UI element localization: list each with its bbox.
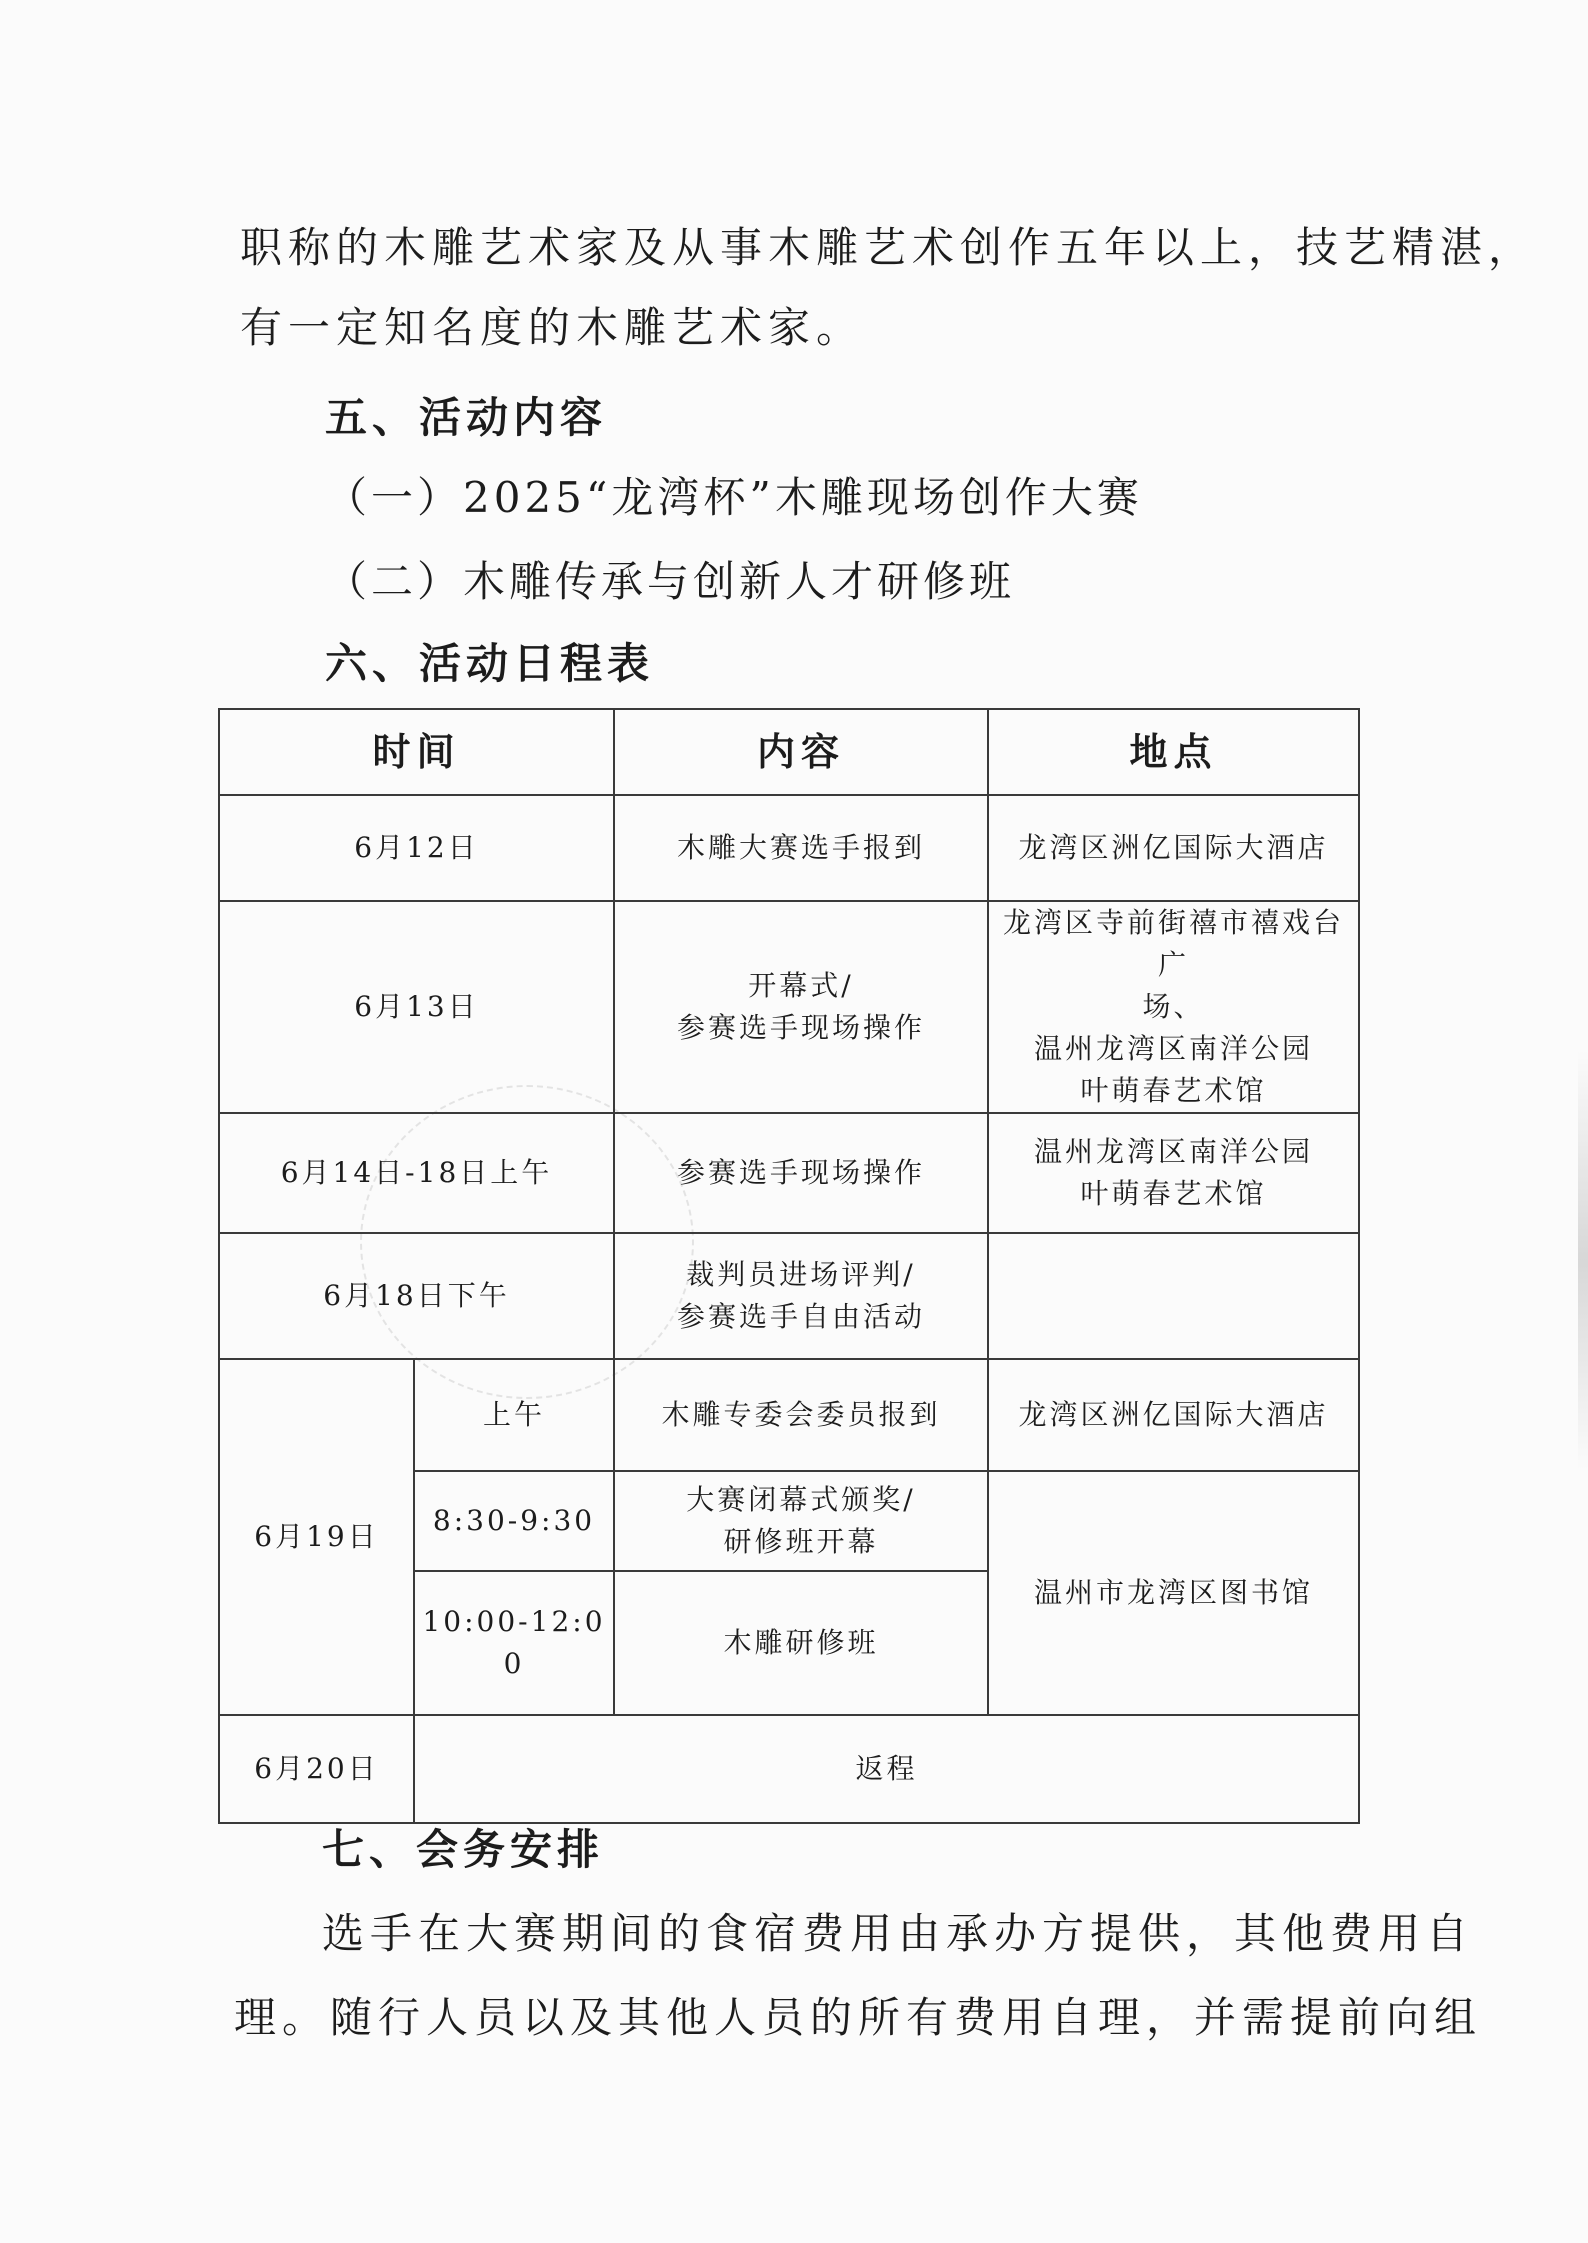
slot-location: 龙湾区洲亿国际大酒店 xyxy=(988,1359,1359,1471)
section-7-line-1: 选手在大赛期间的食宿费用由承办方提供，其他费用自 xyxy=(322,1909,1475,1958)
section-6-heading: 六、活动日程表 xyxy=(325,639,655,688)
slot-time: 上午 xyxy=(414,1359,614,1471)
section-7-heading: 七、会务安排 xyxy=(322,1825,605,1874)
header-time: 时间 xyxy=(219,709,614,795)
schedule-table xyxy=(218,708,1360,1824)
row-content: 返程 xyxy=(414,1715,1359,1823)
shared-location: 温州市龙湾区图书馆 xyxy=(988,1471,1359,1715)
table-row xyxy=(219,795,1359,901)
paragraph-line-1: 职称的木雕艺术家及从事木雕艺术创作五年以上，技艺精湛， xyxy=(240,223,1537,272)
row-location: 龙湾区寺前街禧市禧戏台广 场、 温州龙湾区南洋公园 叶萌春艺术馆 xyxy=(988,901,1359,1113)
row-location xyxy=(988,1233,1359,1359)
row-time: 6月12日 xyxy=(219,795,614,901)
table-row xyxy=(219,1233,1359,1359)
row-content: 裁判员进场评判/ 参赛选手自由活动 xyxy=(614,1233,988,1359)
row-time: 6月13日 xyxy=(219,901,614,1113)
slot-time: 10:00-12:0 0 xyxy=(414,1571,614,1715)
row-content: 参赛选手现场操作 xyxy=(614,1113,988,1233)
section-7-line-2: 理。随行人员以及其他人员的所有费用自理，并需提前向组 xyxy=(234,1993,1483,2042)
slot-time: 8:30-9:30 xyxy=(414,1471,614,1571)
slot-content: 木雕专委会委员报到 xyxy=(614,1359,988,1471)
section-5-item-1: （一）2025“龙湾杯”木雕现场创作大赛 xyxy=(325,473,1143,522)
table-header-row xyxy=(219,709,1359,795)
row-location: 龙湾区洲亿国际大酒店 xyxy=(988,795,1359,901)
june19-date: 6月19日 xyxy=(219,1359,414,1715)
row-time: 6月18日下午 xyxy=(219,1233,614,1359)
row-time: 6月14日-18日上午 xyxy=(219,1113,614,1233)
section-5-item-2: （二）木雕传承与创新人才研修班 xyxy=(325,557,1016,606)
table-row xyxy=(219,1715,1359,1823)
section-5-heading: 五、活动内容 xyxy=(325,393,608,442)
scan-edge-shadow xyxy=(1578,1050,1588,1470)
table-row xyxy=(219,1359,1359,1471)
row-time: 6月20日 xyxy=(219,1715,414,1823)
slot-content: 木雕研修班 xyxy=(614,1571,988,1715)
header-content: 内容 xyxy=(614,709,988,795)
paragraph-line-2: 有一定知名度的木雕艺术家。 xyxy=(240,303,865,352)
table-row xyxy=(219,1113,1359,1233)
slot-content: 大赛闭幕式颁奖/ 研修班开幕 xyxy=(614,1471,988,1571)
row-location: 温州龙湾区南洋公园 叶萌春艺术馆 xyxy=(988,1113,1359,1233)
row-content: 木雕大赛选手报到 xyxy=(614,795,988,901)
table-row xyxy=(219,901,1359,1113)
row-content: 开幕式/ 参赛选手现场操作 xyxy=(614,901,988,1113)
header-location: 地点 xyxy=(988,709,1359,795)
